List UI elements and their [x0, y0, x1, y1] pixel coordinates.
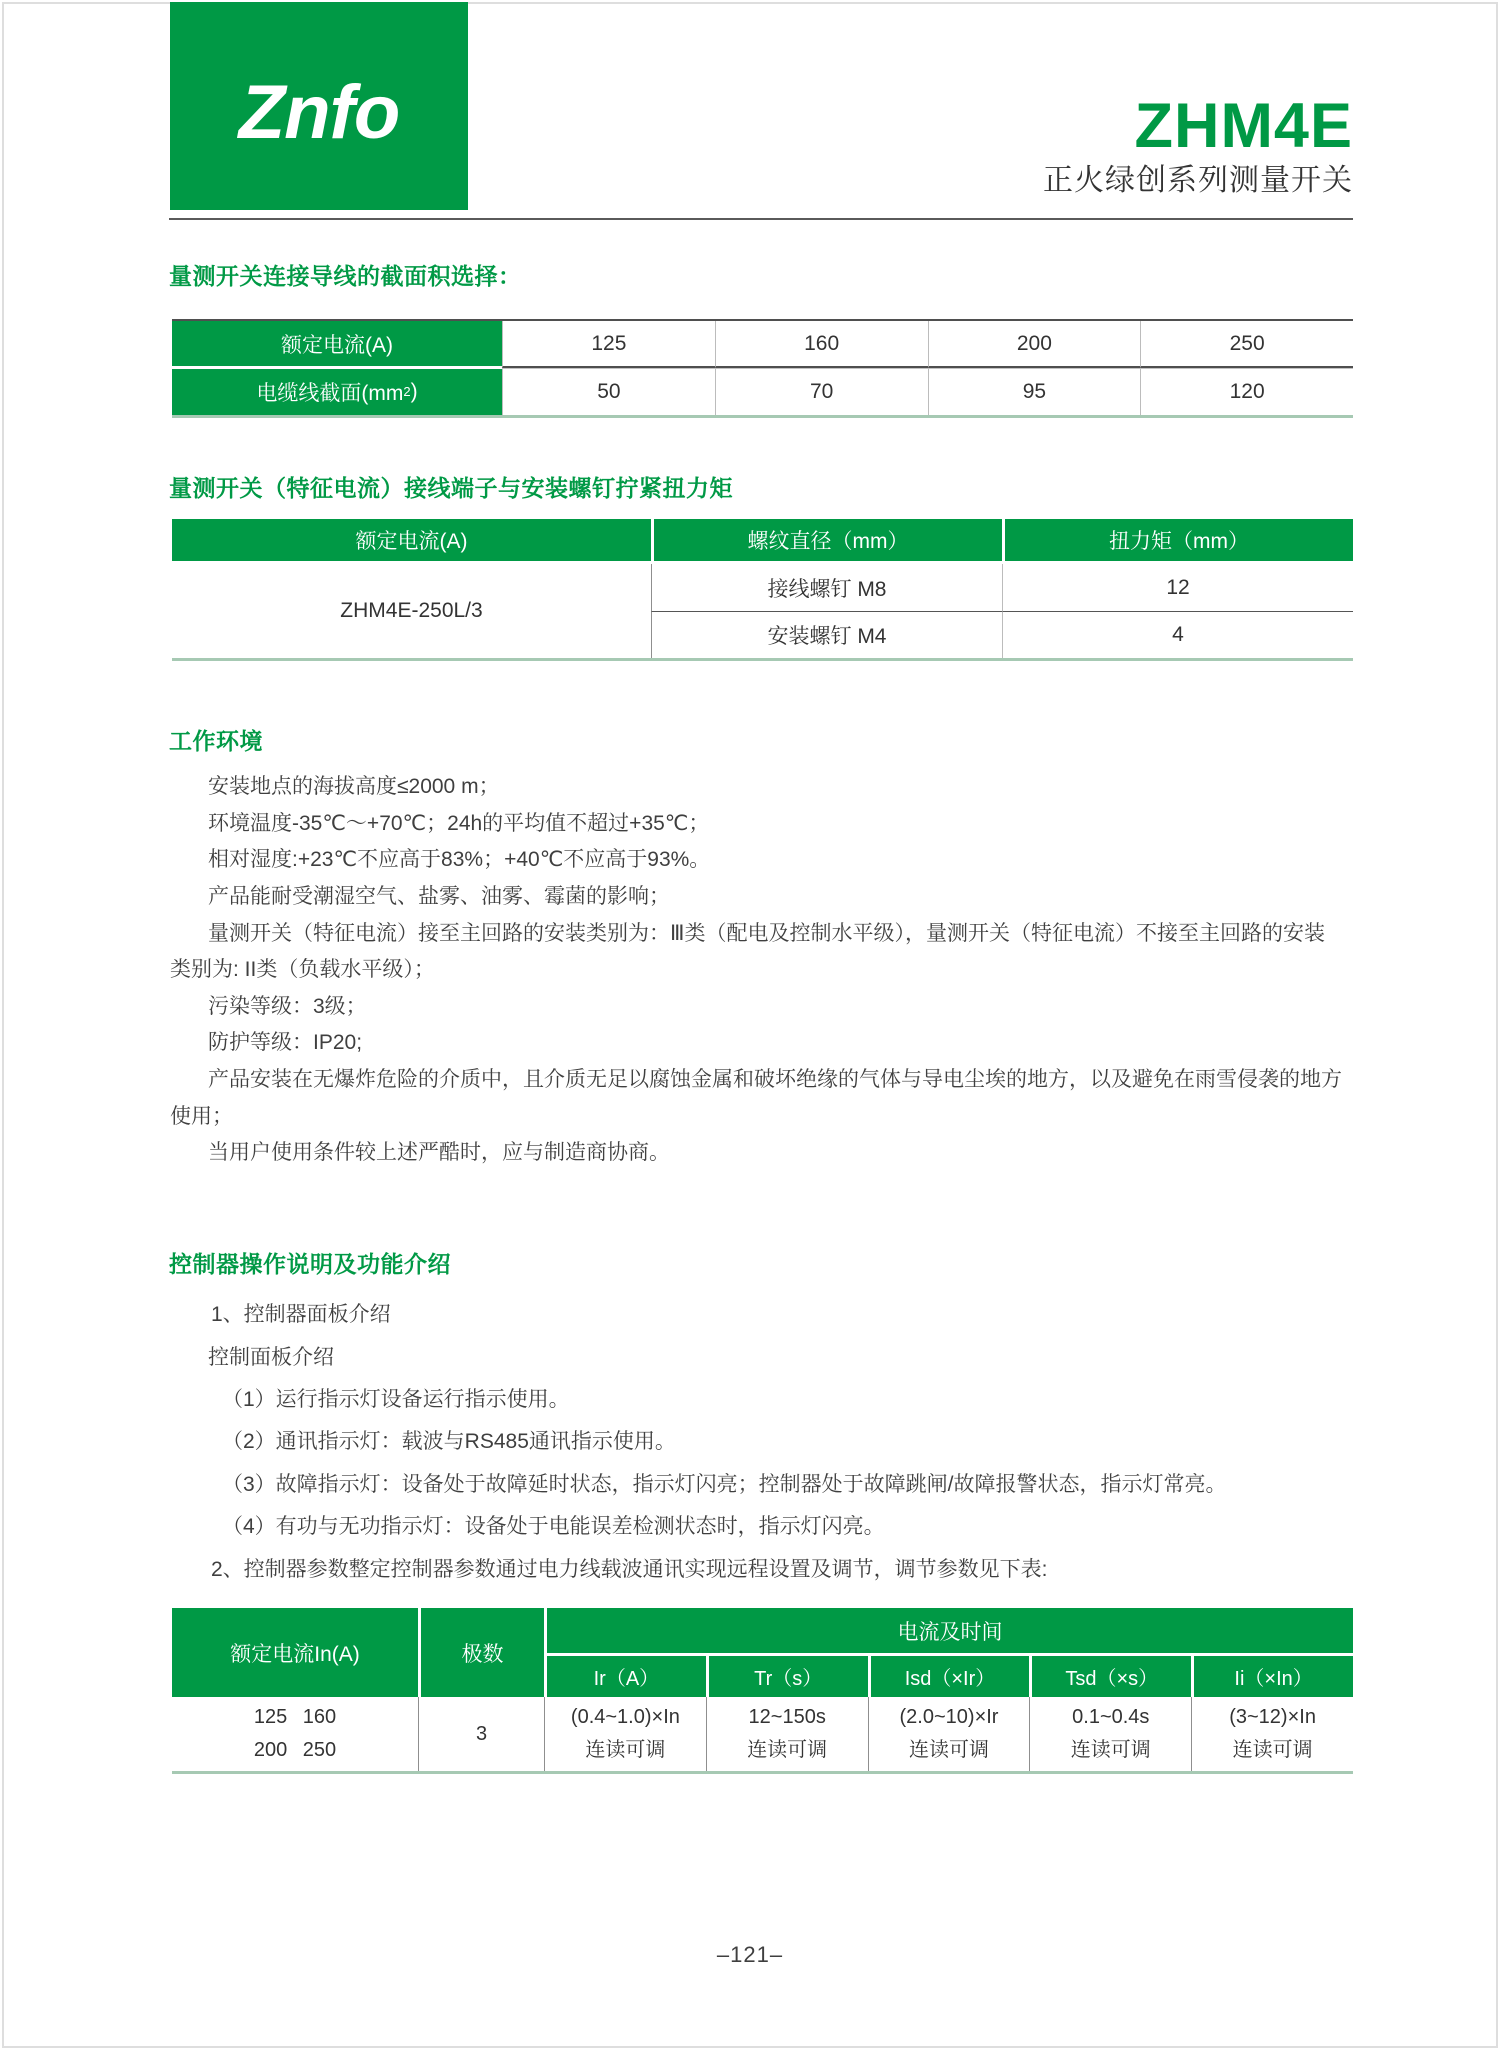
params-subheader: Ii（×In） [1191, 1656, 1353, 1697]
wire-table-cell: 50 [502, 368, 715, 415]
params-subheader: Ir（A） [544, 1656, 706, 1697]
env-line: 类别为: II类（负载水平级）； [170, 958, 435, 982]
wire-table-cell: 95 [928, 368, 1141, 415]
series-subtitle: 正火绿创系列测量开关 [1043, 164, 1353, 197]
wire-table-cell: 200 [928, 321, 1141, 368]
product-model-title: ZHM4E [1134, 91, 1353, 161]
params-cell-value: (0.4~1.0)×In [570, 1706, 680, 1728]
params-header-current: 额定电流In(A) [172, 1608, 418, 1697]
controller-line: 2、控制器参数整定控制器参数通过电力线载波通讯实现远程设置及调节，调节参数见下表: [211, 1557, 1048, 1581]
params-cell-value: 12~150s [748, 1706, 826, 1728]
params-subheader: Isd（×Ir） [868, 1656, 1030, 1697]
env-line: 安装地点的海拔高度≤2000 m； [208, 775, 500, 799]
torque-table-screw-cell: 接线螺钉 M8 [651, 564, 1002, 611]
brand-logo-text: Znfo [238, 69, 400, 155]
torque-table-header: 额定电流(A) [172, 519, 651, 564]
torque-table [172, 519, 1353, 661]
params-header-poles: 极数 [418, 1608, 544, 1697]
torque-table-header: 螺纹直径（mm） [651, 519, 1002, 564]
params-cell [706, 1697, 868, 1771]
params-cell-note: 连读可调 [1232, 1739, 1313, 1761]
section-controller-heading: 控制器操作说明及功能介绍 [169, 1251, 451, 1277]
env-line: 相对湿度:+23℃不应高于83%；+40℃不应高于93%。 [208, 848, 711, 872]
params-cell-value: (3~12)×In [1229, 1706, 1316, 1728]
params-current-line: 200 250 [253, 1739, 337, 1761]
header-title-block [1043, 92, 1353, 200]
params-current-line: 125 160 [253, 1706, 337, 1728]
wire-table-cell: 125 [502, 321, 715, 368]
env-line: 使用； [170, 1104, 233, 1128]
wire-table-cell: 160 [715, 321, 928, 368]
wire-table-row-label: 额定电流(A) [172, 321, 502, 368]
torque-table-header: 扭力矩（mm） [1002, 519, 1353, 564]
env-line: 防护等级：IP20; [208, 1031, 363, 1055]
wire-table-cell: 70 [715, 368, 928, 415]
wire-table-row-label: 电缆线截面(mm 2 ) [172, 368, 502, 415]
env-line: 污染等级：3级； [208, 994, 367, 1018]
section-env-heading: 工作环境 [169, 728, 263, 754]
wire-table-cell: 120 [1140, 368, 1353, 415]
wire-cross-section-table [172, 319, 1353, 418]
controller-line: 1、控制器面板介绍 [211, 1303, 391, 1327]
env-line: 产品安装在无爆炸危险的介质中，且介质无足以腐蚀金属和破坏绝缘的气体与导电尘埃的地方，以及避免在雨雪侵袭的地方 [208, 1068, 1342, 1092]
params-subheader: Tr（s） [706, 1656, 868, 1697]
page-number: –121– [716, 1942, 784, 1967]
env-text-block [170, 767, 1353, 1170]
controller-params-table [172, 1608, 1353, 1774]
controller-line: 控制面板介绍 [208, 1345, 334, 1369]
params-subheader: Tsd（×s） [1029, 1656, 1191, 1697]
params-cell [868, 1697, 1030, 1771]
section-torque-heading: 量测开关（特征电流）接线端子与安装螺钉拧紧扭力矩 [169, 475, 733, 501]
controller-text-block [170, 1292, 1353, 1589]
controller-line: （2）通讯指示灯：载波与RS485通讯指示使用。 [222, 1430, 676, 1454]
header-divider-rule [169, 218, 1353, 220]
env-line: 量测开关（特征电流）接至主回路的安装类别为：Ⅲ类（配电及控制水平级），量测开关（特征电流）不接至主回路的安装 [208, 921, 1325, 945]
params-cell-value: (2.0~10)×Ir [899, 1706, 999, 1728]
params-cell-note: 连读可调 [585, 1739, 666, 1761]
brand-logo [170, 2, 468, 210]
controller-line: （1）运行指示灯设备运行指示使用。 [222, 1387, 570, 1411]
params-cell-note: 连读可调 [908, 1739, 989, 1761]
torque-table-model-cell: ZHM4E-250L/3 [172, 564, 651, 658]
params-cell [544, 1697, 706, 1771]
torque-table-screw-cell: 安装螺钉 M4 [651, 611, 1002, 658]
section-wire-heading: 量测开关连接导线的截面积选择： [169, 263, 522, 289]
params-cell [1029, 1697, 1191, 1771]
controller-line: （3）故障指示灯：设备处于故障延时状态，指示灯闪亮；控制器处于故障跳闸/故障报警状态，指示灯常亮。 [222, 1472, 1227, 1496]
torque-table-torque-cell: 12 [1002, 564, 1353, 611]
env-line: 环境温度-35℃～+70℃；24h的平均值不超过+35℃； [208, 811, 710, 835]
params-cell-value: 0.1~0.4s [1072, 1706, 1150, 1728]
params-cell-note: 连读可调 [747, 1739, 828, 1761]
controller-line: （4）有功与无功指示灯：设备处于电能误差检测状态时，指示灯闪亮。 [222, 1515, 885, 1539]
params-header-group: 电流及时间 [544, 1608, 1353, 1656]
env-line: 当用户使用条件较上述严酷时，应与制造商协商。 [208, 1141, 670, 1165]
cable-section-label-prefix: 电缆线截面(mm [256, 382, 404, 405]
params-cell-note: 连读可调 [1070, 1739, 1151, 1761]
torque-table-torque-cell: 4 [1002, 611, 1353, 658]
wire-table-cell: 250 [1140, 321, 1353, 368]
params-cell [1191, 1697, 1353, 1771]
params-cell-poles: 3 [418, 1697, 544, 1771]
env-line: 产品能耐受潮湿空气、盐雾、油雾、霉菌的影响； [208, 885, 670, 909]
cable-section-label-suffix: ) [410, 380, 418, 403]
params-cell-currents [172, 1697, 418, 1771]
